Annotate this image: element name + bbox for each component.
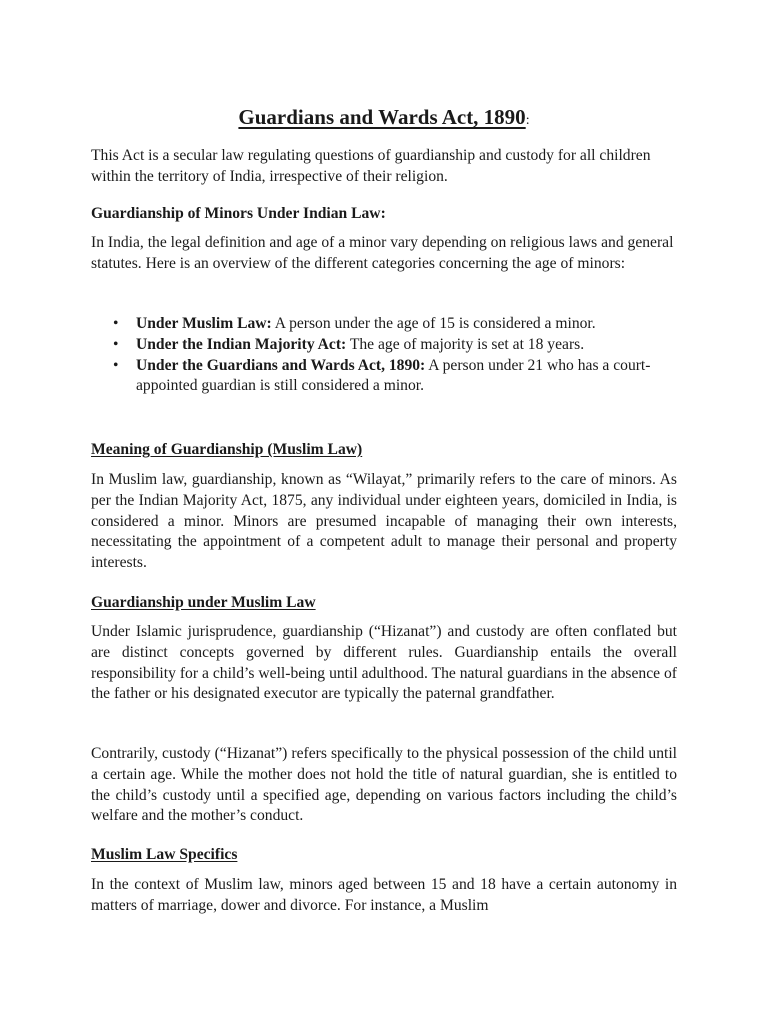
list-item-guardians-act	[91, 356, 677, 398]
section-paragraph-meaning: In Muslim law, guardianship, known as “Wilayat,” primarily refers to the care of minors. As per the Indian Majority Act, 1875, any individual under eighteen years, domiciled in India, is considered a minor. Minors are presumed incapable of managing their own interests, necessitating the appointment of a competent adult to manage their personal and property interests.	[91, 471, 677, 572]
minor-age-list	[91, 314, 677, 397]
section-paragraph-minors: In India, the legal definition and age of a minor vary depending on religious laws and general statutes. Here is an overview of the different categories concerning the age of minors:	[91, 234, 674, 272]
section-heading-specifics: Muslim Law Specifics	[91, 846, 238, 863]
section-paragraph-guardianship: Under Islamic jurisprudence, guardianship (“Hizanat”) and custody are often conflated but are distinct concepts governed by different rules. Guardianship entails the overall responsibility for a child’s well-being until adulthood. The natural guardians in the absence of the father or his designated executor are typically the paternal grandfather.	[91, 623, 677, 703]
document-title	[91, 102, 677, 136]
list-item-text: A person under the age of 15 is considered a minor.	[271, 315, 596, 332]
bullet-marker: •	[113, 315, 119, 332]
title-text: Guardians and Wards Act, 1890	[238, 105, 526, 129]
list-item-text: The age of majority is set at 18 years.	[346, 335, 585, 353]
section-heading-minors: Guardianship of Minors Under Indian Law:	[91, 205, 386, 222]
section-heading-meaning: Meaning of Guardianship (Muslim Law)	[91, 441, 363, 458]
list-item-lead: Under the Indian Majority Act:	[136, 335, 347, 353]
list-item-lead: Under the Guardians and Wards Act, 1890:	[136, 356, 426, 374]
list-item-majority-act	[91, 335, 677, 356]
section-heading-guardianship: Guardianship under Muslim Law	[91, 594, 316, 611]
bullet-marker: •	[113, 335, 119, 353]
list-item-lead: Under Muslim Law:	[136, 315, 272, 332]
list-item-muslim-law	[91, 314, 677, 335]
list-item-text: A person under 21 who has a court-appointed guardian is still considered a minor.	[136, 356, 651, 395]
bullet-marker: •	[113, 356, 119, 374]
section-paragraph-specifics: In the context of Muslim law, minors aged between 15 and 18 have a certain autonomy in matters of marriage, dower and divorce. For instance, a Muslim	[91, 876, 677, 914]
intro-paragraph: This Act is a secular law regulating questions of guardianship and custody for all children within the territory of India, irrespective of their religion.	[91, 147, 651, 185]
title-colon: :	[525, 113, 530, 128]
section-paragraph-custody: Contrarily, custody (“Hizanat”) refers specifically to the physical possession of the child until a certain age. While the mother does not hold the title of natural guardian, she is entitled to the child’s custody until a specified age, depending on various factors including the child’s welfare and the mother’s conduct.	[91, 745, 677, 825]
